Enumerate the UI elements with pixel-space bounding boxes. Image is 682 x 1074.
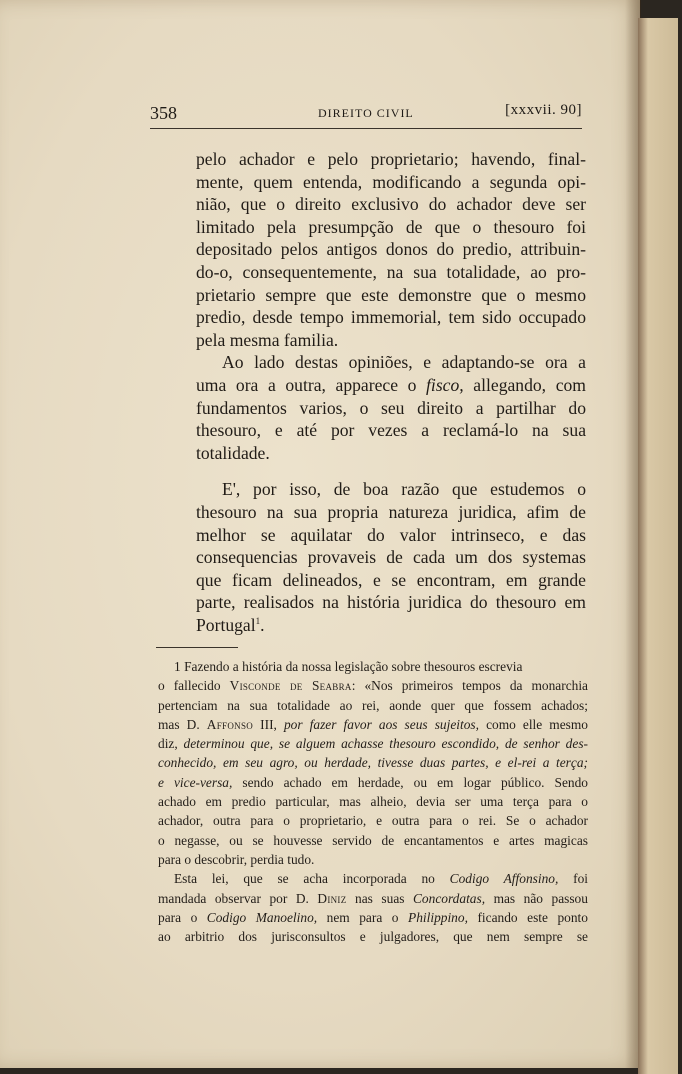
text-line: mente, quem entenda, modificando a segunda opi-	[196, 171, 586, 192]
footnote-line: achador, outra para o proprietario, e outra para o rei. Se o achador	[158, 813, 588, 829]
main-text	[196, 148, 586, 636]
italic-word-fisco: fisco,	[426, 374, 464, 395]
paragraph-3	[196, 478, 586, 636]
text-line: do-o, consequentemente, na sua totalidade, ao pro-	[196, 261, 586, 282]
text-line: consequencias provaveis de cada um dos systemas	[196, 547, 586, 568]
text-line: prietario sempre que este demonstre que o mesmo	[196, 284, 586, 305]
footnote-line: achado em predio particular, mas alheio, devia ser uma terça para o	[158, 794, 588, 810]
text-line: thesouro na sua propria natureza juridica, afim de	[196, 501, 586, 522]
text-line: totalidade.	[196, 442, 270, 463]
text-line: pela mesma familia.	[196, 329, 339, 350]
footnote-line: Esta lei, que se acha incorporada no Codigo Affonsino, foi	[174, 871, 588, 887]
text-line: que ficam delineados, e se encontram, em grande	[196, 569, 586, 590]
footnote-line: e vice-versa, sendo achado em herdade, ou em logar público. Sendo	[158, 774, 588, 790]
text-line: fundamentos varios, o seu direito a partilhar do	[196, 397, 586, 418]
footnote-line: conhecido, em seu agro, ou herdade, tivesse duas partes, e el-rei a terça;	[158, 755, 588, 771]
footnote-block	[158, 657, 588, 946]
text-line: Ao lado destas opiniões, e adaptando-se ora a	[222, 352, 586, 373]
header-rule	[150, 128, 582, 129]
footnote-line: pertenciam na sua totalidade ao rei, aonde quer que fossem achados;	[158, 697, 588, 713]
text-line: thesouro, e até por vezes a reclamá-lo na sua	[196, 420, 586, 441]
paragraph-2	[196, 351, 586, 464]
page-header	[150, 101, 582, 125]
text-line: E', por isso, de boa razão que estudemos o	[222, 479, 586, 500]
text-line: parte, realisados na história juridica do thesouro em	[196, 592, 586, 613]
text-line: limitado pela presumpção de que o thesouro foi	[196, 216, 586, 237]
footnote-line: o negasse, ou se houvesse servido de encantamentos e artes magicas	[158, 832, 588, 848]
footnote-line: mas D. Affonso III, por fazer favor aos seus sujeitos, como elle mesmo	[158, 716, 588, 732]
section-reference: [xxxvii. 90]	[505, 102, 582, 118]
footnote-rule	[156, 647, 238, 648]
text-line: pelo achador e pelo proprietario; havendo, final-	[196, 149, 586, 169]
text-line: uma ora a outra, apparece o fisco, allegando, com	[196, 374, 586, 395]
text-line: melhor se aquilatar do valor intrinseco, e das	[196, 524, 586, 545]
footnote-line: para o Codigo Manoelino, nem para o Philippino, ficando este ponto	[158, 909, 588, 925]
footnote-line: ao arbitrio dos jurisconsultos e julgadores, que nem sempre se	[158, 929, 588, 945]
footnote-line: o fallecido Visconde de Seabra: «Nos primeiros tempos da monarchia	[158, 678, 588, 694]
page-number: 358	[150, 103, 177, 123]
footnote-line: 1 Fazendo a história da nossa legislação sobre thesouros escrevia	[174, 659, 523, 674]
text-line: depositado pelos antigos donos do predio, attribuin-	[196, 239, 586, 260]
text-line: predio, desde tempo immemorial, tem sido occupado	[196, 307, 586, 328]
text-line: Portugal$^1$.	[196, 614, 265, 635]
adjacent-page-edge	[638, 18, 678, 1074]
footnote-number: 1	[174, 659, 181, 674]
running-title: DIREITO CIVIL	[318, 106, 414, 120]
footnote-line: mandada observar por D. Diniz nas suas Concordatas, mas não passou	[158, 890, 588, 906]
paragraph-1	[196, 148, 586, 351]
footnote-line: para o descobrir, perdia tudo.	[158, 851, 315, 867]
footnote-line: diz, determinou que, se alguem achasse thesouro escondido, de senhor des-	[158, 736, 588, 752]
text-line: nião, que o direito exclusivo do achador deve ser	[196, 194, 586, 215]
footnote-marker: 1	[255, 616, 261, 627]
